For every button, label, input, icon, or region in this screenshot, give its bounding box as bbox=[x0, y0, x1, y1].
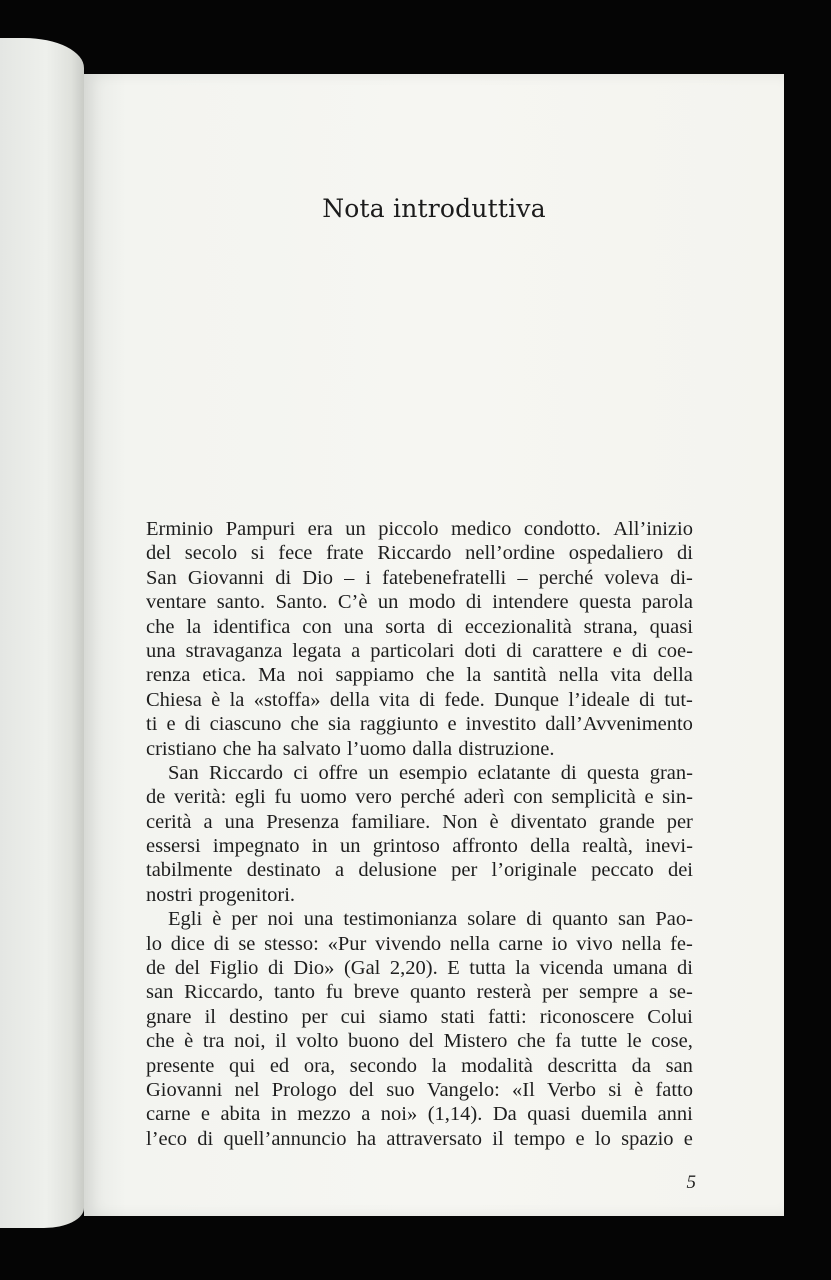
text-line: de verità: egli fu uomo vero perché aderì con semplicità e sin- bbox=[146, 786, 693, 809]
text-line: ventare santo. Santo. C’è un modo di intendere questa parola bbox=[146, 591, 693, 614]
text-line: lo dice di se stesso: «Pur vivendo nella carne io vivo nella fe- bbox=[146, 932, 693, 955]
text-line: cerità a una Presenza familiare. Non è diventato grande per bbox=[146, 810, 693, 833]
facing-page-edge bbox=[0, 38, 84, 1228]
text-line: Chiesa è la «stoffa» della vita di fede. Dunque l’ideale di tut- bbox=[146, 688, 693, 711]
text-line: carne e abita in mezzo a noi» (1,14). Da quasi duemila anni bbox=[146, 1103, 693, 1126]
text-line: san Riccardo, tanto fu breve quanto resterà per sempre a se- bbox=[146, 981, 693, 1004]
text-line: cristiano che ha salvato l’uomo dalla distruzione. bbox=[146, 737, 555, 760]
text-line: ti e di ciascuno che sia raggiunto e investito dall’Avvenimento bbox=[146, 713, 693, 736]
text-line: nostri progenitori. bbox=[146, 883, 296, 906]
text-line: del secolo si fece frate Riccardo nell’ordine ospedaliero di bbox=[146, 542, 693, 565]
body-text bbox=[146, 517, 693, 1151]
text-line: gnare il destino per cui siamo stati fatti: riconoscere Colui bbox=[146, 1005, 693, 1028]
text-line: tabilmente destinato a delusione per l’originale peccato dei bbox=[146, 859, 693, 882]
text-line: che è tra noi, il volto buono del Mistero che fa tutte le cose, bbox=[146, 1030, 693, 1053]
text-line: de del Figlio di Dio» (Gal 2,20). E tutta la vicenda umana di bbox=[146, 957, 693, 980]
text-line: Erminio Pampuri era un piccolo medico condotto. All’inizio bbox=[146, 518, 693, 540]
book-page bbox=[84, 74, 784, 1216]
text-line: Egli è per noi una testimonianza solare di quanto san Pao- bbox=[168, 908, 693, 931]
text-line: che la identifica con una sorta di eccezionalità strana, quasi bbox=[146, 615, 693, 638]
text-line: essersi impegnato in un grintoso affronto della realtà, inevi- bbox=[146, 835, 693, 858]
text-line: una stravaganza legata a particolari doti di carattere e di coe- bbox=[146, 639, 693, 662]
text-line: presente qui ed ora, secondo la modalità descritta da san bbox=[146, 1054, 693, 1077]
page-title: Nota introduttiva bbox=[322, 194, 546, 223]
text-line: San Giovanni di Dio – i fatebenefratelli – perché voleva di- bbox=[146, 566, 693, 589]
text-line: l’eco di quell’annuncio ha attraversato il tempo e lo spazio e bbox=[146, 1127, 693, 1150]
text-line: San Riccardo ci offre un esempio eclatante di questa gran- bbox=[168, 761, 693, 784]
text-line: Giovanni nel Prologo del suo Vangelo: «Il Verbo si è fatto bbox=[146, 1078, 693, 1101]
text-line: renza etica. Ma noi sappiamo che la santità nella vita della bbox=[146, 664, 693, 687]
page-number: 5 bbox=[686, 1172, 696, 1193]
